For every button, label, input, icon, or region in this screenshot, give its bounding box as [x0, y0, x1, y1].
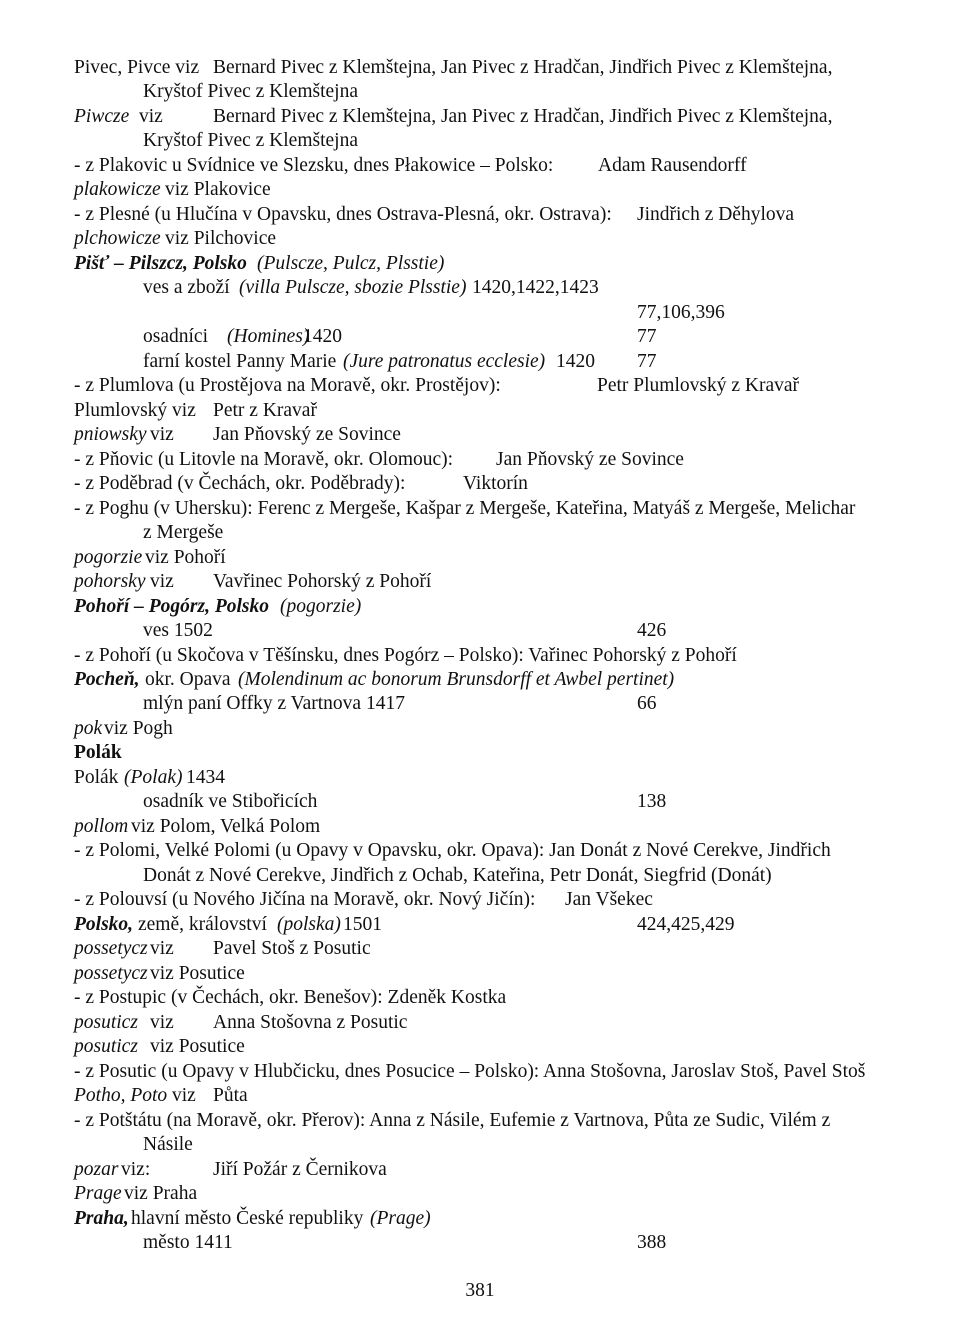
index-text: 77 — [637, 326, 657, 348]
index-line — [0, 178, 960, 202]
index-text: - z Plakovic u Svídnice ve Slezsku, dnes Płakowice – Polsko: — [74, 154, 554, 176]
index-text: Jan Pňovský ze Sovince — [496, 448, 684, 470]
index-text: (Molendinum ac bonorum Brunsdorff et Awbel pertinet) — [238, 669, 675, 690]
index-text: (polska) — [277, 913, 341, 935]
index-line — [0, 986, 960, 1010]
index-line — [0, 1231, 960, 1255]
page-number: 381 — [465, 1280, 495, 1301]
index-text: pniowsky — [74, 424, 147, 446]
index-line — [0, 546, 960, 570]
index-text: Násile — [143, 1134, 193, 1156]
index-line — [0, 962, 960, 986]
index-text: - z Postupic (v Čechách, okr. Benešov): Zdeněk Kostka — [74, 987, 507, 1009]
index-text: (Pulscze, Pulcz, Plsstie) — [257, 252, 445, 274]
index-text: possetycz — [74, 962, 148, 984]
index-text: pozar — [74, 1158, 119, 1180]
index-text: viz — [172, 1085, 196, 1107]
index-line — [0, 301, 960, 325]
index-text: okr. Opava — [145, 669, 231, 690]
index-line — [0, 1182, 960, 1206]
index-text: Jan Všekec — [565, 889, 653, 911]
index-text: plchowicze — [74, 228, 161, 250]
index-text: Anna Stošovna z Posutic — [213, 1011, 408, 1033]
index-line — [0, 668, 960, 692]
index-line — [0, 56, 960, 80]
index-text: ves a zboží — [143, 277, 230, 299]
index-text: Petr Plumlovský z Kravař — [597, 375, 800, 397]
index-text: Jiří Požár z Černikova — [213, 1158, 387, 1180]
index-line — [0, 472, 960, 496]
index-text: Vavřinec Pohorský z Pohoří — [213, 571, 432, 593]
index-text: Kryštof Pivec z Klemštejna — [143, 81, 358, 103]
index-line — [0, 521, 960, 545]
index-line — [0, 595, 960, 619]
index-text: Viktorín — [463, 473, 528, 495]
index-text: 77,106,396 — [637, 301, 725, 323]
index-line — [0, 619, 960, 643]
index-text: z Mergeše — [143, 522, 224, 544]
index-line — [0, 1084, 960, 1108]
index-text: 388 — [637, 1232, 667, 1254]
index-text: - z Poghu (v Uhersku): Ferenc z Mergeše, Kašpar z Mergeše, Kateřina, Matyáš z Mergeše, Melichar — [74, 497, 856, 519]
index-text: osadníci — [143, 326, 208, 348]
index-text: ves 1502 — [143, 620, 213, 642]
index-text: - z Pňovic (u Litovle na Moravě, okr. Olomouc): — [74, 448, 454, 470]
index-text: possetycz — [74, 938, 148, 960]
index-line — [0, 374, 960, 398]
index-text: Praha, — [74, 1207, 129, 1229]
index-text: posuticz — [74, 1036, 138, 1058]
index-text: 77 — [637, 350, 657, 372]
index-text: Kryštof Pivec z Klemštejna — [143, 130, 358, 152]
index-line — [0, 888, 960, 912]
index-line — [0, 448, 960, 472]
index-text: viz: — [121, 1158, 151, 1180]
index-text: Pocheň, — [74, 669, 140, 690]
index-text: Donát z Nové Cerekve, Jindřich z Ochab, Kateřina, Petr Donát, Siegfrid (Donát) — [143, 864, 772, 886]
index-text: 138 — [637, 791, 667, 813]
index-text: - z Polouvsí (u Nového Jičína na Moravě, okr. Nový Jičín): — [74, 889, 536, 911]
index-text: Pohoří – Pogórz, Polsko — [74, 595, 270, 617]
index-text: viz — [139, 105, 163, 127]
index-text: viz — [150, 571, 174, 593]
index-text: viz Pohoří — [145, 546, 226, 568]
index-text: 1420 — [303, 326, 342, 348]
index-line — [0, 154, 960, 178]
index-text: pogorzie — [74, 546, 143, 568]
index-text: - z Potštátu (na Moravě, okr. Přerov): Anna z Násile, Eufemie z Vartnova, Půta ze Sudic, Vilém z — [74, 1109, 831, 1131]
index-text: hlavní město České republiky — [131, 1207, 364, 1229]
index-line — [0, 227, 960, 251]
index-text: viz Pogh — [104, 717, 173, 739]
index-text: Pavel Stoš z Posutic — [213, 938, 371, 960]
index-text: (Homines) — [227, 326, 310, 348]
index-text: viz Polom, Velká Polom — [131, 815, 321, 837]
index-text: Plumlovský viz — [74, 399, 196, 421]
index-text: (pogorzie) — [280, 595, 362, 617]
index-line — [0, 1035, 960, 1059]
index-text: posuticz — [74, 1011, 138, 1033]
index-text: - z Plumlova (u Prostějova na Moravě, okr. Prostějov): — [74, 375, 501, 397]
index-text: - z Poděbrad (v Čechách, okr. Poděbrady): — [74, 473, 406, 495]
index-text: Polák — [74, 742, 122, 764]
index-text: 1420,1422,1423 — [472, 277, 599, 299]
index-line — [0, 325, 960, 349]
index-line — [0, 350, 960, 374]
index-text: Prage — [74, 1183, 122, 1205]
index-line — [0, 741, 960, 765]
index-line — [0, 1207, 960, 1231]
index-line — [0, 937, 960, 961]
index-text: (villa Pulscze, sbozie Plsstie) — [239, 277, 467, 299]
index-text: viz Pilchovice — [165, 228, 277, 250]
index-line — [0, 692, 960, 716]
index-text: země, království — [138, 913, 267, 935]
index-text: pohorsky — [74, 571, 146, 593]
index-text: 1420 — [556, 350, 595, 372]
index-line — [0, 1060, 960, 1084]
index-text: - z Posutic (u Opavy v Hlubčicku, dnes Posucice – Polsko): Anna Stošovna, Jaroslav Stoš, Pavel Stoš — [74, 1060, 866, 1082]
index-text: viz — [150, 424, 174, 446]
index-line — [0, 1133, 960, 1157]
index-text: 424,425,429 — [637, 913, 735, 935]
index-text: Bernard Pivec z Klemštejna, Jan Pivec z Hradčan, Jindřich Pivec z Klemštejna, — [213, 57, 833, 78]
index-text: - z Plesné (u Hlučína v Opavsku, dnes Ostrava-Plesná, okr. Ostrava): — [74, 203, 612, 225]
index-line — [0, 766, 960, 790]
index-line — [0, 129, 960, 153]
index-text: pok — [74, 717, 103, 739]
index-text: Jan Pňovský ze Sovince — [213, 424, 401, 446]
index-line — [0, 644, 960, 668]
index-text: (Prage) — [370, 1207, 431, 1229]
index-text: viz Praha — [124, 1183, 198, 1205]
index-line — [0, 717, 960, 741]
index-text: Bernard Pivec z Klemštejna, Jan Pivec z Hradčan, Jindřich Pivec z Klemštejna, — [213, 105, 833, 127]
index-text: Polsko, — [74, 913, 134, 935]
index-line — [0, 399, 960, 423]
index-text: osadník ve Stibořicích — [143, 791, 318, 813]
index-text: Půta — [213, 1085, 248, 1107]
index-text: viz — [150, 1011, 174, 1033]
index-line — [0, 839, 960, 863]
index-line — [0, 790, 960, 814]
index-line — [0, 105, 960, 129]
index-line — [0, 570, 960, 594]
index-text: 1434 — [186, 766, 225, 788]
index-text: město 1411 — [143, 1232, 233, 1254]
index-text: 66 — [637, 693, 657, 715]
index-line — [0, 1158, 960, 1182]
index-line — [0, 203, 960, 227]
index-text: - z Pohoří (u Skočova v Těšínsku, dnes Pogórz – Polsko): Vařinec Pohorský z Pohoří — [74, 644, 737, 666]
index-text: Polák — [74, 766, 119, 788]
index-text: - z Polomi, Velké Polomi (u Opavy v Opavsku, okr. Opava): Jan Donát z Nové Cerekve, Jindřich — [74, 840, 831, 862]
index-line — [0, 864, 960, 888]
index-line — [0, 423, 960, 447]
index-line — [0, 815, 960, 839]
index-text: Jindřich z Děhylova — [637, 203, 795, 225]
index-text: Potho, Poto — [74, 1085, 168, 1107]
index-text: mlýn paní Offky z Vartnova 1417 — [143, 693, 405, 715]
index-line — [0, 252, 960, 276]
index-text: viz Posutice — [150, 1036, 245, 1058]
index-line — [0, 1011, 960, 1035]
index-text: (Jure patronatus ecclesie) — [343, 350, 546, 372]
index-text: viz — [150, 938, 174, 960]
index-text: Pišť – Pilszcz, Polsko — [74, 252, 247, 274]
index-text: 1501 — [343, 913, 382, 935]
index-text: plakowicze — [74, 179, 161, 201]
index-text: Petr z Kravař — [213, 399, 317, 421]
index-line — [0, 497, 960, 521]
index-line — [0, 913, 960, 937]
index-text: Piwcze — [74, 105, 130, 127]
index-text: Pivec, Pivce viz — [74, 57, 200, 78]
index-line — [0, 80, 960, 104]
index-line — [0, 276, 960, 300]
index-text: farní kostel Panny Marie — [143, 350, 337, 372]
index-text: Adam Rausendorff — [598, 154, 747, 176]
index-text: viz Plakovice — [165, 179, 271, 201]
index-line — [0, 1109, 960, 1133]
index-text: 426 — [637, 620, 667, 642]
index-text: (Polak) — [124, 766, 183, 788]
index-text: pollom — [74, 815, 129, 837]
index-text: viz Posutice — [150, 962, 245, 984]
